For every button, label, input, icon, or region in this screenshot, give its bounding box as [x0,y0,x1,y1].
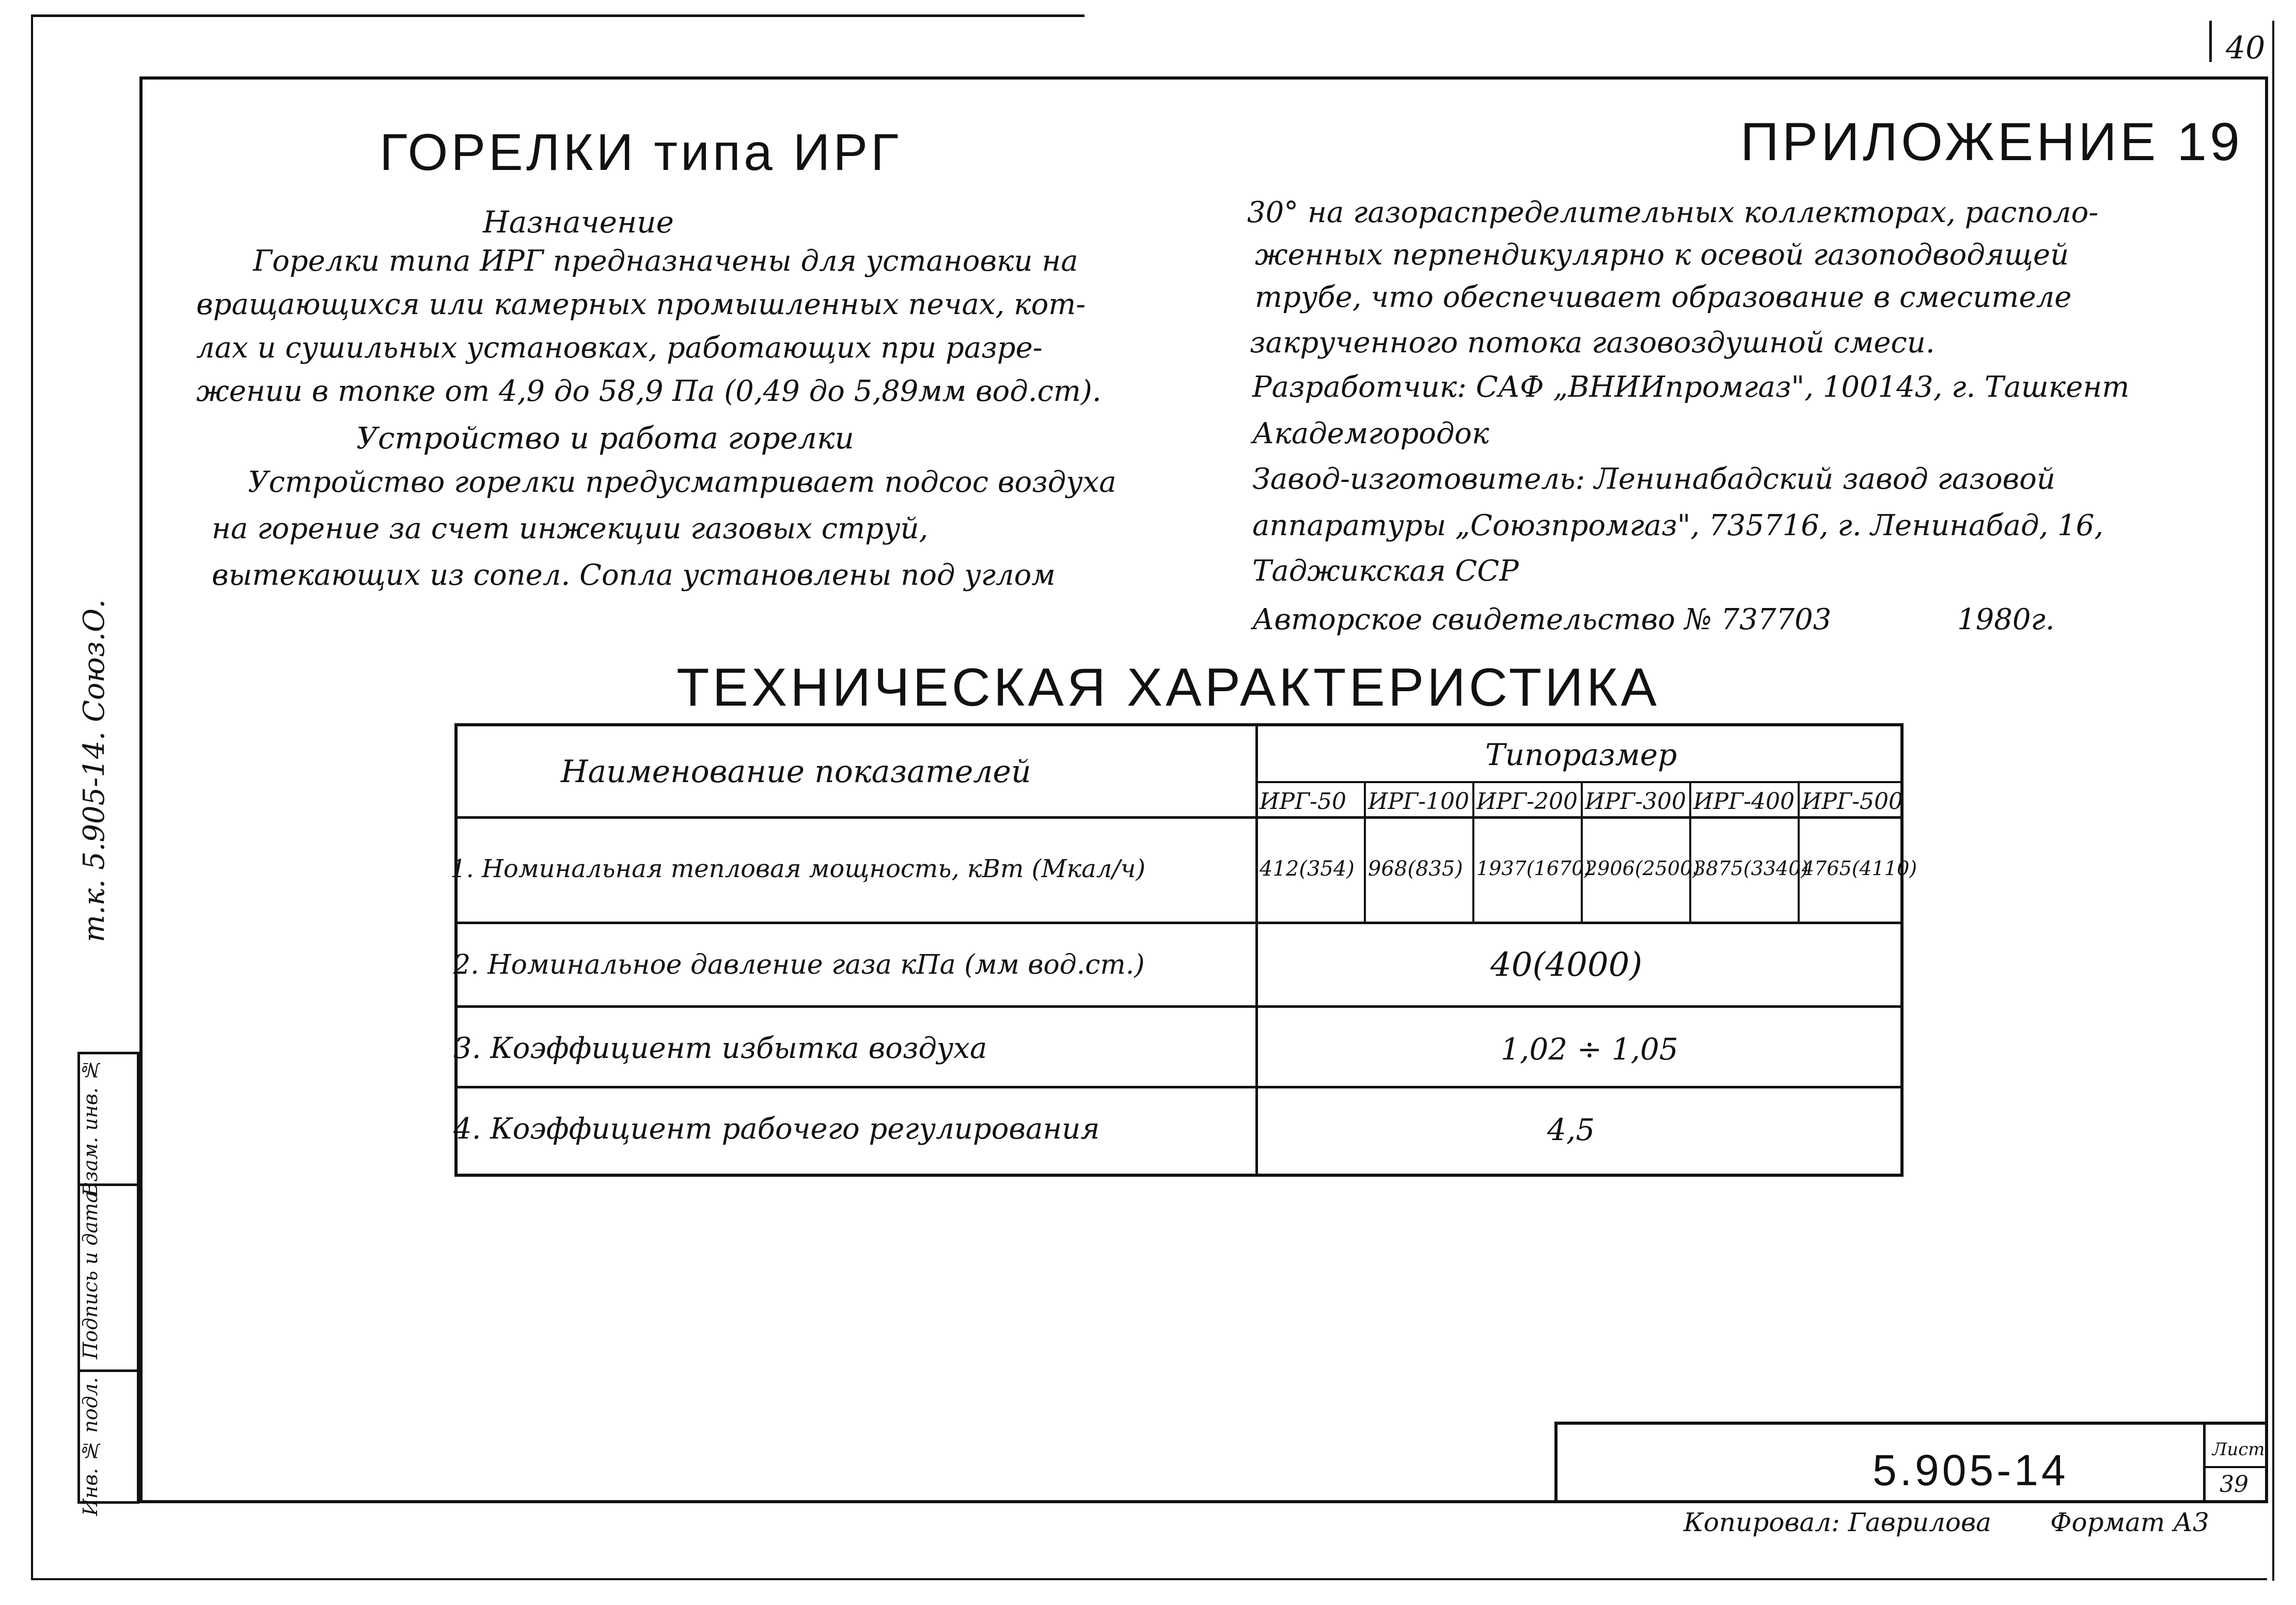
side-label-inventory: Инв. № подл. [79,1377,102,1516]
row1-value: 412(354) [1260,857,1355,881]
model-header: ИРГ-50 [1260,788,1346,815]
certificate-year: 1980г. [1957,603,2055,636]
table-row3-bottom [458,1086,1904,1088]
model-header: ИРГ-500 [1802,788,1903,815]
side-label-replacement: Взам. инв. № [79,1058,102,1196]
model-header: ИРГ-300 [1585,788,1686,815]
purpose-line-3: лах и сушильных установках, работающих при разре- [196,331,1043,365]
side-label-signature: Подпись и дата [79,1191,102,1360]
developer-address: Академгородок [1252,417,1489,450]
sheet-number-top: 40 [2226,30,2266,66]
row2-value: 40(4000) [1490,946,1643,984]
row1-value: 1937(1670) [1476,857,1592,880]
device-heading: Устройство и работа горелки [356,420,854,456]
sheet-format: Формат А3 [2050,1507,2209,1537]
model-divider-3 [1581,781,1583,923]
side-cell-signature [77,1183,139,1372]
model-divider-1 [1364,781,1366,923]
table-header-bottom [458,816,1904,819]
tech-table [450,723,1917,1177]
manufacturer-line: Завод-изготовитель: Ленинабадский завод газовой [1252,462,2055,496]
title-block [1554,1422,2268,1503]
stamp-sheet-label: Лист [2212,1439,2265,1460]
row1-value: 968(835) [1368,857,1463,881]
side-cell-replacement [77,1052,139,1196]
purpose-line-2: вращающихся или камерных промышленных печах, кот- [196,288,1086,321]
outer-right-line [2272,21,2274,1581]
copied-by: Копировал: Гаврилова [1684,1507,1991,1537]
developer-line: Разработчик: САФ „ВНИИпромгаз", 100143, г. Ташкент [1252,370,2130,404]
table-row2-bottom [458,1005,1904,1008]
manufacturer-address: аппаратуры „Союзпромгаз", 735716, г. Ленинабад, 16, [1252,509,2104,542]
outer-bottom-line [31,1578,2267,1580]
row4-label: 4. Коэффициент рабочего регулирования [453,1112,1100,1146]
certificate-label: Авторское свидетельство № 737703 [1252,603,1832,636]
right-line-4: закрученного потока газовоздушной смеси. [1250,326,1935,360]
table-subheader-line [1255,781,1904,783]
appendix-label: ПРИЛОЖЕНИЕ 19 [1740,112,2243,172]
purpose-heading: Назначение [483,205,674,240]
device-line-1: Устройство горелки предусматривает подсос воздуха [248,465,1116,499]
purpose-line-1: Горелки типа ИРГ предназначены для установки на [253,244,1078,278]
right-line-1: 30° на газораспределительных коллекторах, располо- [1247,196,2099,229]
model-header: ИРГ-200 [1476,788,1578,815]
stamp-sheet-divider [2203,1425,2206,1503]
manufacturer-country: Таджикская ССР [1252,554,1519,588]
model-divider-4 [1689,781,1691,923]
model-header: ИРГ-100 [1368,788,1469,815]
purpose-line-4: жении в топке от 4,9 до 58,9 Па (0,49 до 5,89мм вод.ст). [196,375,1102,408]
right-line-2: женных перпендикулярно к осевой газоподводящей [1255,238,2069,272]
tech-heading: ТЕХНИЧЕСКАЯ ХАРАКТЕРИСТИКА [677,658,1660,718]
row1-value: 2906(2500) [1585,857,1701,880]
device-line-2: на горение за счет инжекции газовых струй, [212,512,929,546]
stamp-sheet-number: 39 [2220,1471,2248,1498]
size-column-header: Типоразмер [1485,737,1677,772]
table-name-divider [1255,726,1258,1174]
stamp-sheet-hline [2203,1466,2268,1468]
right-line-3: трубе, что обеспечивает образование в смесителе [1255,281,2072,314]
row1-value: 4765(4110) [1802,857,1917,880]
row4-value: 4,5 [1547,1112,1595,1147]
top-edge-line [31,14,1084,17]
outer-left-line [31,14,33,1580]
row2-label: 2. Номинальное давление газа кПа (мм вод.ст.) [453,949,1145,980]
stamp-code: 5.905-14 [1873,1446,2069,1494]
model-divider-5 [1798,781,1800,923]
device-line-3: вытекающих из сопел. Сопла установлены под углом [212,558,1056,592]
table-row1-bottom [458,922,1904,924]
row1-value: 3875(3340) [1693,857,1809,880]
side-cell-inventory [77,1369,139,1516]
row3-value: 1,02 ÷ 1,05 [1501,1032,1678,1067]
name-column-header: Наименование показателей [561,754,1031,790]
model-divider-2 [1472,781,1474,923]
side-document-code: т.к. 5.905-14. Союз.О. [77,599,111,942]
row1-label: 1. Номинальная тепловая мощность, кВт (Мкал/ч) [450,854,1146,883]
page-title: ГОРЕЛКИ типа ИРГ [380,123,902,181]
right-margin-line [2209,21,2212,62]
row3-label: 3. Коэффициент избытка воздуха [453,1032,987,1065]
model-header: ИРГ-400 [1693,788,1795,815]
